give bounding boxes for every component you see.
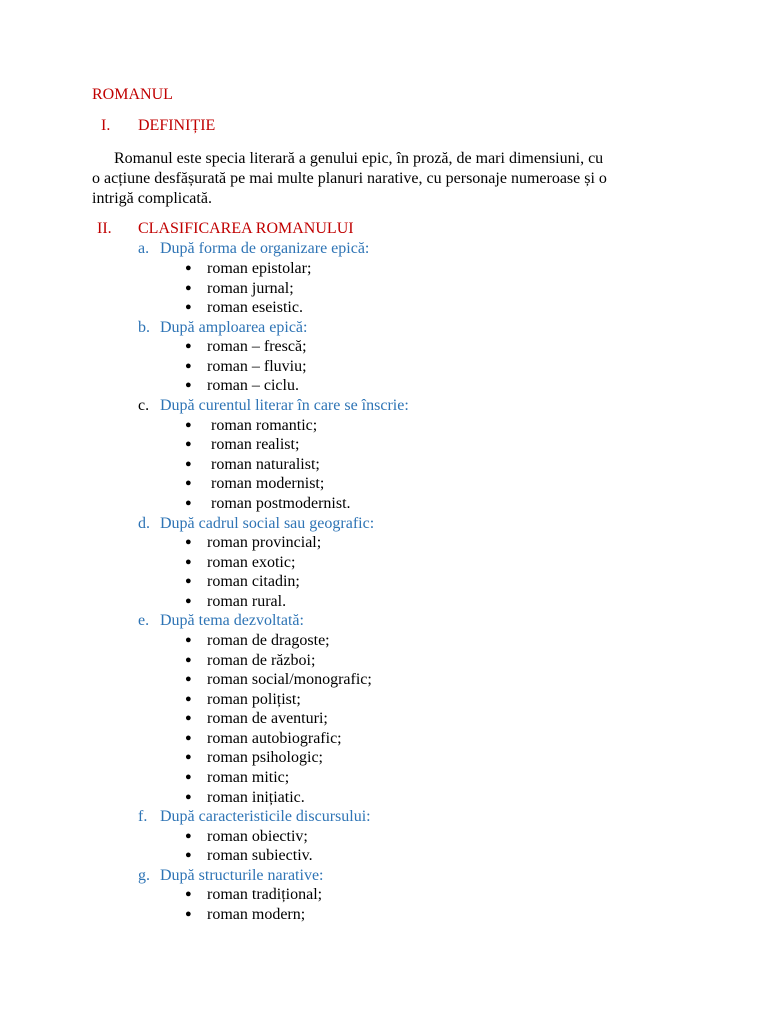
bullet-icon: ● [185, 751, 192, 763]
bullet-icon: ● [185, 536, 192, 548]
list-item-text: roman inițiatic. [207, 789, 305, 806]
bullet-icon: ● [185, 673, 192, 685]
subheading-letter: c. [138, 397, 150, 414]
list-item [185, 789, 305, 807]
bullet-icon: ● [185, 379, 192, 391]
list-item-text: roman citadin; [207, 573, 300, 590]
list-item-text: roman mitic; [207, 769, 290, 786]
list-item-text: roman modernist; [211, 475, 325, 492]
subheading-label: După cadrul social sau geografic: [160, 515, 375, 532]
bullet-icon: ● [185, 556, 192, 568]
subheading-f [138, 808, 371, 826]
list-item-text: roman autobiografic; [207, 730, 342, 747]
list-item-text: roman de dragoste; [207, 632, 330, 649]
list-item-text: roman rural. [207, 593, 287, 610]
list-item [185, 749, 323, 767]
list-item-text: roman polițist; [207, 691, 301, 708]
definition-paragraph [92, 149, 692, 209]
list-item [185, 456, 320, 474]
bullet-icon: ● [185, 712, 192, 724]
list-item [185, 554, 295, 572]
paragraph-line: Romanul este specia literară a genului epic, în proză, de mari dimensiuni, cu [114, 150, 604, 167]
subheading-d [138, 515, 374, 533]
list-item [185, 886, 322, 904]
list-item-text: roman exotic; [207, 554, 296, 571]
list-item [185, 769, 289, 787]
subheading-c [138, 397, 409, 415]
bullet-icon: ● [185, 771, 192, 783]
bullet-icon: ● [185, 849, 192, 861]
list-item [185, 632, 330, 650]
subheading-a [138, 240, 369, 258]
document-title: ROMANUL [92, 86, 173, 103]
list-item [185, 671, 372, 689]
bullet-icon: ● [185, 419, 192, 431]
list-item [185, 710, 328, 728]
list-item [185, 338, 307, 356]
bullet-icon: ● [185, 477, 192, 489]
subheading-e [138, 612, 304, 630]
list-item-text: roman psihologic; [207, 749, 323, 766]
list-item-text: roman – frescă; [207, 338, 307, 355]
list-item [185, 358, 307, 376]
bullet-icon: ● [185, 908, 192, 920]
bullet-icon: ● [185, 575, 192, 587]
bullet-icon: ● [185, 340, 192, 352]
list-item [185, 299, 303, 317]
subheading-label: După structurile narative: [160, 867, 324, 884]
list-item-text: roman epistolar; [207, 260, 312, 277]
subheading-letter: f. [138, 808, 148, 825]
list-item [185, 280, 294, 298]
list-item [185, 828, 308, 846]
section-1-title: DEFINIȚIE [138, 117, 216, 134]
subheading-letter: g. [138, 867, 150, 884]
list-item-text: roman eseistic. [207, 299, 303, 316]
list-item-text: roman de aventuri; [207, 710, 328, 727]
list-item-text: roman – fluviu; [207, 358, 307, 375]
list-item [185, 847, 313, 865]
subheading-letter: e. [138, 612, 150, 629]
bullet-icon: ● [185, 282, 192, 294]
list-item [185, 652, 315, 670]
list-item [185, 593, 286, 611]
bullet-icon: ● [185, 438, 192, 450]
list-item-text: roman modern; [207, 906, 306, 923]
list-item-text: roman – ciclu. [207, 377, 299, 394]
bullet-icon: ● [185, 791, 192, 803]
list-item-text: roman realist; [211, 436, 300, 453]
list-item [185, 730, 342, 748]
section-2-title: CLASIFICAREA ROMANULUI [138, 220, 354, 237]
section-1-number: I. [101, 117, 111, 134]
list-item-text: roman de război; [207, 652, 316, 669]
subheading-label: După caracteristicile discursului: [160, 808, 371, 825]
bullet-icon: ● [185, 262, 192, 274]
bullet-icon: ● [185, 360, 192, 372]
bullet-icon: ● [185, 458, 192, 470]
subheading-g [138, 867, 324, 885]
subheading-label: După forma de organizare epică: [160, 240, 370, 257]
list-item-text: roman naturalist; [211, 456, 320, 473]
paragraph-line: intrigă complicată. [92, 190, 212, 207]
list-item-text: roman subiectiv. [207, 847, 313, 864]
bullet-icon: ● [185, 693, 192, 705]
list-item [185, 534, 321, 552]
list-item [185, 260, 311, 278]
bullet-icon: ● [185, 732, 192, 744]
list-item [185, 573, 300, 591]
list-item-text: roman obiectiv; [207, 828, 308, 845]
bullet-icon: ● [185, 497, 192, 509]
list-item-text: roman social/monografic; [207, 671, 372, 688]
subheading-label: După tema dezvoltată: [160, 612, 304, 629]
list-item [185, 417, 317, 435]
subheading-b [138, 319, 307, 337]
list-item-text: roman jurnal; [207, 280, 294, 297]
bullet-icon: ● [185, 830, 192, 842]
bullet-icon: ● [185, 634, 192, 646]
subheading-letter: a. [138, 240, 150, 257]
subheading-letter: d. [138, 515, 150, 532]
subheading-label: După amploarea epică: [160, 319, 308, 336]
list-item [185, 475, 324, 493]
list-item [185, 436, 299, 454]
list-item [185, 377, 299, 395]
bullet-icon: ● [185, 654, 192, 666]
bullet-icon: ● [185, 301, 192, 313]
list-item-text: roman provincial; [207, 534, 322, 551]
list-item-text: roman romantic; [211, 417, 318, 434]
list-item [185, 691, 301, 709]
list-item [185, 906, 305, 924]
bullet-icon: ● [185, 888, 192, 900]
section-2-number: II. [97, 220, 112, 237]
paragraph-line: o acțiune desfășurată pe mai multe planuri narative, cu personaje numeroase și o [92, 170, 607, 187]
list-item-text: roman tradițional; [207, 886, 323, 903]
list-item [185, 495, 351, 513]
bullet-icon: ● [185, 595, 192, 607]
subheading-letter: b. [138, 319, 150, 336]
list-item-text: roman postmodernist. [211, 495, 351, 512]
subheading-label: După curentul literar în care se înscrie: [160, 397, 409, 414]
